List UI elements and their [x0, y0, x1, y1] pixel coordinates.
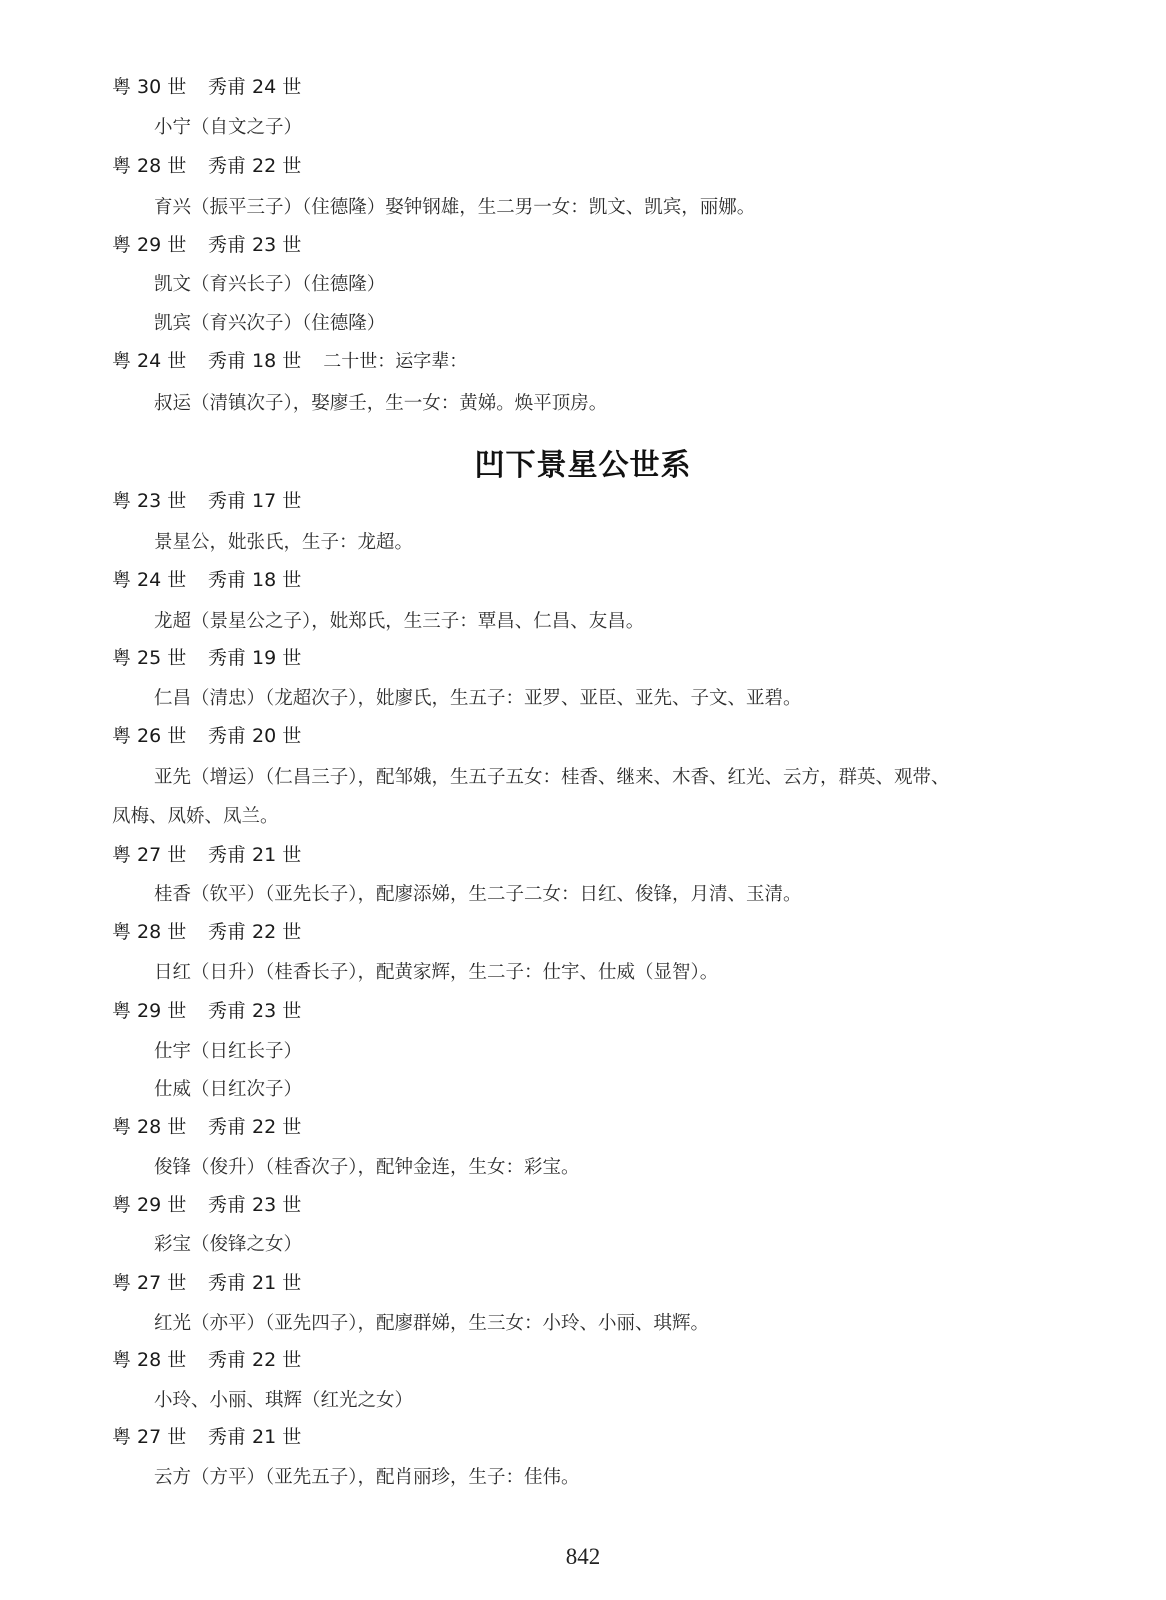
yue-generation: 粤 27 世 — [112, 1272, 187, 1294]
xiufu-generation: 秀甫 23 世 — [208, 1194, 302, 1216]
person-entry: 仕威（日红次子） — [154, 1079, 303, 1100]
generation-header — [112, 1118, 301, 1137]
xiufu-generation: 秀甫 21 世 — [208, 1272, 302, 1294]
generation-header — [112, 1196, 301, 1215]
person-entry: 叔运（清镇次子），娶廖壬，生一女：黄娣。焕平顶房。 — [154, 393, 608, 414]
yue-generation: 粤 29 世 — [112, 1000, 187, 1022]
person-entry: 育兴（振平三子）（住德隆）娶钟钢雄，生二男一女：凯文、凯宾，丽娜。 — [154, 197, 756, 218]
generation-header — [112, 492, 301, 511]
generation-header — [112, 649, 301, 668]
xiufu-generation: 秀甫 18 世 — [208, 569, 302, 591]
generation-header — [112, 157, 301, 176]
yue-generation: 粤 27 世 — [112, 844, 187, 866]
xiufu-generation: 秀甫 21 世 — [208, 844, 302, 866]
yue-generation: 粤 25 世 — [112, 647, 187, 669]
xiufu-generation: 秀甫 17 世 — [208, 490, 302, 512]
xiufu-generation: 秀甫 23 世 — [208, 1000, 302, 1022]
person-entry: 桂香（钦平）（亚先长子），配廖添娣，生二子二女：日红、俊锋，月清、玉清。 — [154, 884, 802, 905]
yue-generation: 粤 29 世 — [112, 1194, 187, 1216]
xiufu-generation: 秀甫 22 世 — [208, 1349, 302, 1371]
yue-generation: 粤 26 世 — [112, 725, 187, 747]
xiufu-generation: 秀甫 23 世 — [208, 234, 302, 256]
person-entry: 龙超（景星公之子），妣郑氏，生三子：覃昌、仁昌、友昌。 — [154, 611, 645, 632]
xiufu-generation: 秀甫 21 世 — [208, 1426, 302, 1448]
xiufu-generation: 秀甫 19 世 — [208, 647, 302, 669]
person-entry: 云方（方平）（亚先五子），配肖丽珍，生子：佳伟。 — [154, 1467, 580, 1488]
person-entry: 彩宝（俊锋之女） — [154, 1234, 303, 1255]
person-entry: 仁昌（清忠）（龙超次子），妣廖氏，生五子：亚罗、亚臣、亚先、子文、亚碧。 — [154, 688, 802, 709]
section-title: 凹下景星公世系 — [474, 448, 692, 483]
xiufu-generation: 秀甫 24 世 — [208, 76, 302, 98]
generation-header — [112, 1002, 301, 1021]
xiufu-generation: 秀甫 22 世 — [208, 155, 302, 177]
entry-continuation: 凤梅、凤娇、凤兰。 — [112, 806, 279, 827]
generation-header — [112, 78, 301, 97]
person-entry: 小宁（自文之子） — [154, 117, 303, 138]
generation-header — [112, 1274, 301, 1293]
person-entry: 亚先（增运）（仁昌三子），配邹娥，生五子五女：桂香、继来、木香、红光、云方，群英、观带、 — [154, 767, 950, 788]
person-entry: 日红（日升）（桂香长子），配黄家辉，生二子：仕宇、仕威（显智）。 — [154, 962, 719, 983]
yue-generation: 粤 23 世 — [112, 490, 187, 512]
xiufu-generation: 秀甫 18 世 — [208, 350, 302, 372]
xiufu-generation: 秀甫 20 世 — [208, 725, 302, 747]
generation-header — [112, 352, 467, 371]
generation-header — [112, 727, 301, 746]
yue-generation: 粤 28 世 — [112, 155, 187, 177]
generation-note: 二十世：运字辈： — [323, 351, 468, 372]
yue-generation: 粤 30 世 — [112, 76, 187, 98]
person-entry: 景星公，妣张氏，生子：龙超。 — [154, 532, 414, 553]
person-entry: 俊锋（俊升）（桂香次子），配钟金连，生女：彩宝。 — [154, 1157, 580, 1178]
yue-generation: 粤 28 世 — [112, 921, 187, 943]
person-entry: 仕宇（日红长子） — [154, 1041, 303, 1062]
xiufu-generation: 秀甫 22 世 — [208, 921, 302, 943]
person-entry: 小玲、小丽、琪辉（红光之女） — [154, 1390, 414, 1411]
yue-generation: 粤 24 世 — [112, 569, 187, 591]
xiufu-generation: 秀甫 22 世 — [208, 1116, 302, 1138]
yue-generation: 粤 29 世 — [112, 234, 187, 256]
person-entry: 凯文（育兴长子）（住德隆） — [154, 274, 386, 295]
yue-generation: 粤 27 世 — [112, 1426, 187, 1448]
generation-header — [112, 1428, 301, 1447]
person-entry: 红光（亦平）（亚先四子），配廖群娣，生三女：小玲、小丽、琪辉。 — [154, 1313, 710, 1334]
person-entry: 凯宾（育兴次子）（住德隆） — [154, 313, 386, 334]
generation-header — [112, 571, 301, 590]
generation-header — [112, 1351, 301, 1370]
yue-generation: 粤 28 世 — [112, 1116, 187, 1138]
yue-generation: 粤 28 世 — [112, 1349, 187, 1371]
generation-header — [112, 846, 301, 865]
page-number: 842 — [565, 1544, 601, 1569]
generation-header — [112, 236, 301, 255]
generation-header — [112, 923, 301, 942]
yue-generation: 粤 24 世 — [112, 350, 187, 372]
